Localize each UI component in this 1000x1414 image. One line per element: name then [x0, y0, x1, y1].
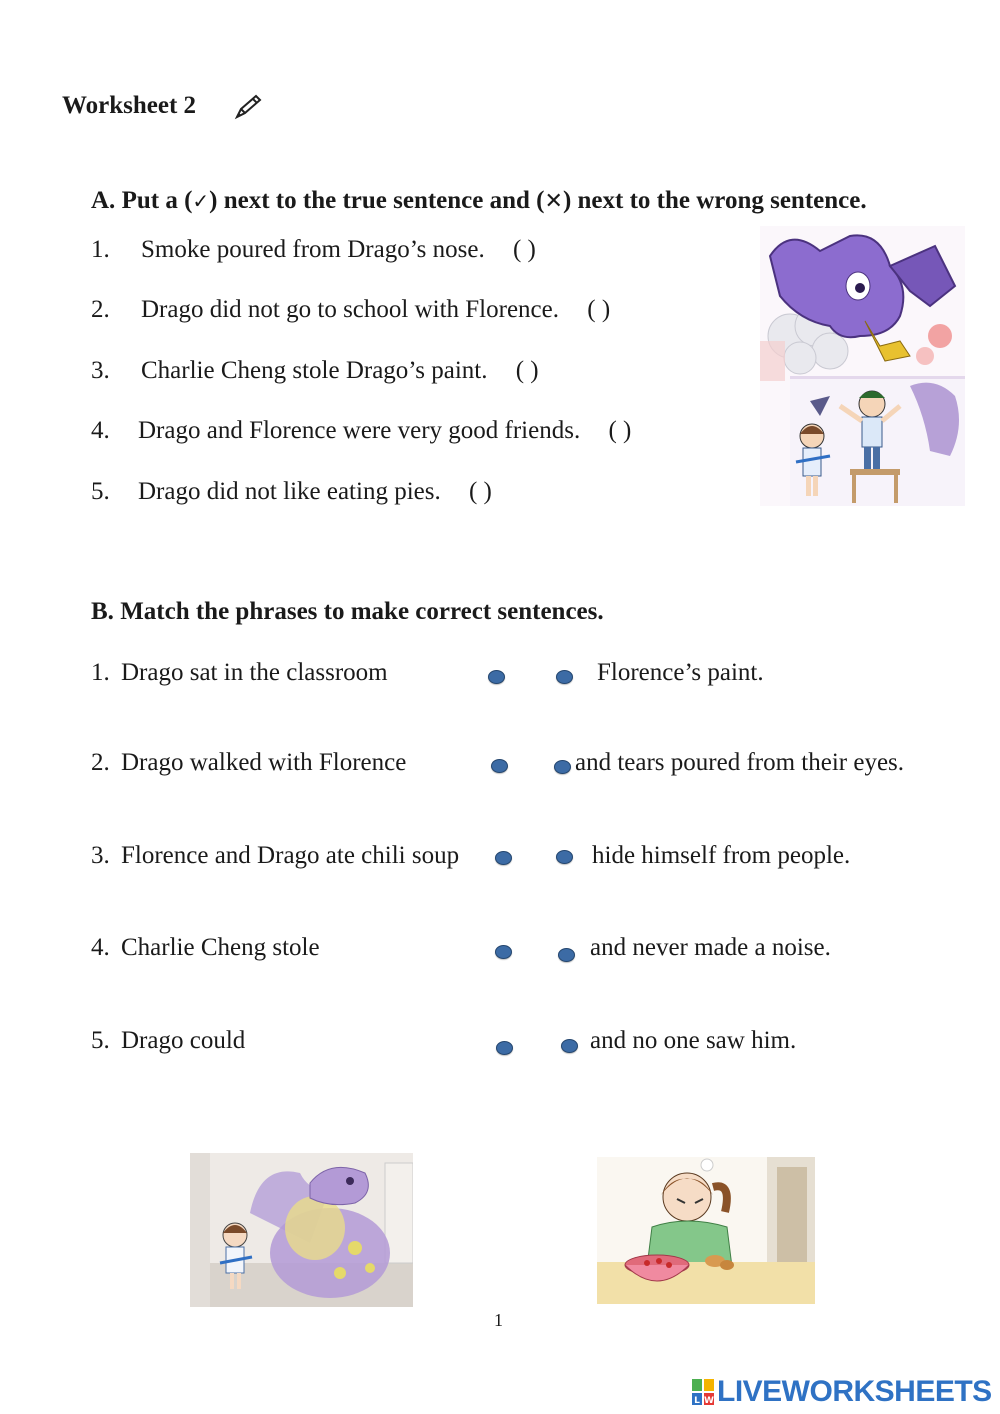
section-b-instruction: Match the phrases to make correct sentences.: [120, 598, 604, 625]
liveworksheets-logo: [692, 1376, 992, 1408]
answer-blank[interactable]: ( ): [608, 417, 632, 444]
section-a-heading: [91, 187, 867, 215]
phrase-text: Florence and Drago ate chili soup: [121, 842, 460, 869]
true-false-item: [91, 296, 610, 324]
check-mark-icon: ✓: [192, 189, 210, 213]
logo-icon-letter-l: L: [694, 1396, 700, 1405]
item-number: 4.: [91, 934, 110, 961]
section-b-heading: [91, 598, 604, 626]
answer-blank[interactable]: ( ): [512, 236, 536, 263]
dragon-girl-illustration: [190, 1153, 413, 1307]
item-sentence: Smoke poured from Drago’s nose.: [141, 236, 485, 263]
phrase-text: Charlie Cheng stole: [121, 934, 320, 961]
item-number: 4.: [91, 417, 110, 444]
true-false-item: [91, 357, 539, 385]
phrase-text: Drago could: [121, 1027, 246, 1054]
item-number: 3.: [91, 357, 110, 384]
true-false-item: [91, 478, 492, 506]
item-sentence: Charlie Cheng stole Drago’s paint.: [141, 357, 488, 384]
item-number: 5.: [91, 1027, 110, 1054]
match-right-phrase: hide himself from people.: [592, 842, 851, 869]
section-a-label: A.: [91, 187, 116, 214]
match-right-phrase: Florence’s paint.: [597, 659, 764, 686]
item-number: 2.: [91, 749, 110, 776]
section-a-instruction-middle: ) next to the true sentence and (: [209, 187, 545, 214]
item-sentence: Drago did not go to school with Florence.: [141, 296, 559, 323]
match-right-phrase: and no one saw him.: [590, 1027, 797, 1054]
match-right-phrase: and tears poured from their eyes.: [575, 749, 905, 776]
answer-blank[interactable]: ( ): [468, 478, 492, 505]
match-dot-right[interactable]: [558, 948, 575, 962]
item-number: 5.: [91, 478, 110, 505]
item-sentence: Drago and Florence were very good friends.: [138, 417, 581, 444]
match-left-phrase: [91, 1027, 245, 1055]
match-right-phrase: and never made a noise.: [590, 934, 831, 961]
match-left-phrase: [91, 659, 388, 687]
match-dot-left[interactable]: [495, 945, 512, 959]
section-b-label: B.: [91, 598, 114, 625]
match-left-phrase: [91, 842, 459, 870]
page-number: 1: [494, 1310, 503, 1330]
match-left-phrase: [91, 934, 320, 962]
match-dot-right[interactable]: [556, 670, 573, 684]
phrase-text: Drago sat in the classroom: [121, 659, 388, 686]
girl-eating-soup-illustration: [597, 1157, 815, 1304]
logo-icon-letter-w: W: [704, 1396, 714, 1405]
dragon-classroom-illustration: [760, 226, 965, 506]
worksheet-title: Worksheet 2: [62, 92, 197, 119]
item-number: 3.: [91, 842, 110, 869]
match-dot-right[interactable]: [561, 1039, 578, 1053]
match-dot-left[interactable]: [495, 851, 512, 865]
match-dot-right[interactable]: [554, 760, 571, 774]
true-false-item: [91, 236, 536, 264]
cross-mark-icon: ✕: [544, 189, 563, 214]
item-number: 1.: [91, 236, 110, 263]
true-false-item: [91, 417, 631, 445]
match-left-phrase: [91, 749, 406, 777]
match-dot-left[interactable]: [491, 759, 508, 773]
liveworksheets-wordmark: LIVEWORKSHEETS: [717, 1375, 992, 1408]
item-sentence: Drago did not like eating pies.: [138, 478, 441, 505]
match-dot-right[interactable]: [556, 850, 573, 864]
item-number: 2.: [91, 296, 110, 323]
match-dot-left[interactable]: [488, 670, 505, 684]
liveworksheets-icon: [692, 1379, 714, 1405]
answer-blank[interactable]: ( ): [515, 357, 539, 384]
pencil-icon: [232, 92, 264, 122]
match-dot-left[interactable]: [496, 1041, 513, 1055]
phrase-text: Drago walked with Florence: [121, 749, 407, 776]
item-number: 1.: [91, 659, 110, 686]
section-a-instruction-end: ) next to the wrong sentence.: [562, 187, 867, 214]
answer-blank[interactable]: ( ): [587, 296, 611, 323]
section-a-instruction-start: Put a (: [121, 187, 193, 214]
